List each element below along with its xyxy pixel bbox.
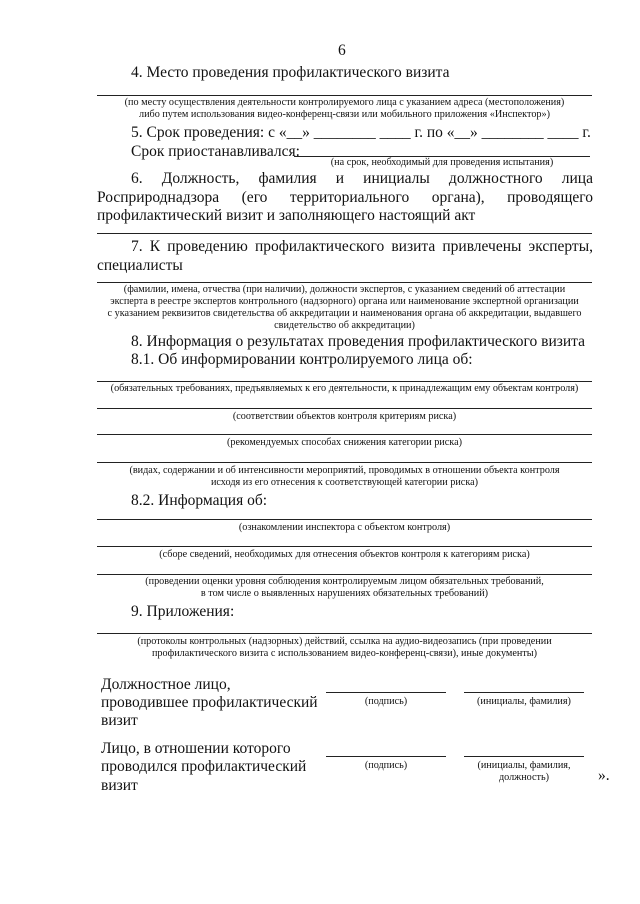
fill-line-location [97,95,592,96]
signer-1-label-1: Должностное лицо, [101,676,231,693]
section-8-note-obligations: (обязательных требованиях, предъявляемых к его деятельности, к принадлежащим ему объектам контроля) [110,383,579,394]
closing-quote: ». [598,767,610,784]
section-8-note-compliance-2: в том числе о выявленных нарушениях обязательных требований) [200,588,489,599]
section-7-note-1: (фамилии, имена, отчества (при наличии), должности экспертов, с указанием сведений об аттестации [123,284,566,295]
section-6-line-3: профилактический визит и заполняющего настоящий акт [97,207,476,224]
section-8-1-title: 8.1. Об информировании контролируемого лица об: [131,351,473,368]
section-8-note-risk-criteria: (соответствии объектов контроля критериям риска) [232,411,457,422]
name-caption-2-line-1: (инициалы, фамилия, [477,760,571,771]
section-4-note-1: (по месту осуществления деятельности контролируемого лица с указанием адреса (местоположения) [124,97,565,108]
fill-line-attachments [97,633,592,634]
section-8-title: 8. Информация о результатах проведения профилактического визита [131,333,586,350]
fill-line-official [97,233,592,234]
signer-1-label-2: проводившее профилактический [101,694,318,711]
section-4-note-2: либо путем использования видео-конференц-связи или мобильного приложения «Инспектор») [139,109,550,120]
signature-caption-2: (подпись) [364,760,408,771]
fill-line-inspection [97,519,592,520]
fill-line-data-collection [97,546,592,547]
section-8-note-measures-2: исходя из его отнесения к соответствующей категории риска) [210,477,479,488]
section-4-title: 4. Место проведения профилактического визита [131,64,450,81]
section-6-line-2: Росприроднадзора (его территориального органа), проводящего [97,189,593,206]
section-9-note-2: профилактического визита с использованием видео-конференц-связи), иные документы) [151,648,538,659]
signature-caption-1: (подпись) [364,696,408,707]
fill-line-compliance [97,574,592,575]
section-8-note-measures-1: (видах, содержании и об интенсивности мероприятий, проводимых в отношении объекта контроля [129,465,560,476]
section-7-note-2: эксперта в реестре экспертов контрольного (надзорного) органа или наименование экспертной организации [110,296,579,307]
page-number: 6 [338,42,346,59]
section-8-note-risk-methods: (рекомендуемых способах снижения категории риска) [227,437,462,448]
section-7-line-1: 7. К проведению профилактического визита привлечены эксперты, [131,238,593,255]
section-7-note-4: свидетельство об аккредитации) [274,320,415,331]
signer-2-label-3: визит [101,777,138,794]
section-9-title: 9. Приложения: [131,603,235,620]
section-7-line-2: специалисты [97,257,183,274]
name-line-1 [464,692,584,693]
name-line-2 [464,756,584,757]
signer-2-label-1: Лицо, в отношении которого [101,740,291,757]
section-5-suspended: Срок приостанавливался: [131,143,300,160]
section-5-note: (на срок, необходимый для проведения испытания) [330,157,554,168]
fill-line-obligations [97,381,592,382]
name-caption-1: (инициалы, фамилия) [477,696,571,707]
fill-line-risk-methods [97,434,592,435]
section-5-term: 5. Срок проведения: с «__» ________ ____ г. по «__» ________ ____ г. [131,124,591,141]
section-7-note-3: с указанием реквизитов свидетельства об аккредитации и наименования органа об аккредитации, выдавшего [107,308,582,319]
section-8-note-compliance-1: (проведении оценки уровня соблюдения контролируемым лицом обязательных требований, [145,576,544,587]
signature-line-2 [326,756,446,757]
fill-line-measures [97,462,592,463]
fill-line-risk-criteria [97,408,592,409]
section-8-note-inspection: (ознакомлении инспектора с объектом контроля) [238,522,451,533]
section-8-2-title: 8.2. Информация об: [131,492,268,509]
signer-2-label-2: проводился профилактический [101,758,307,775]
fill-line-experts [97,282,592,283]
section-9-note-1: (протоколы контрольных (надзорных) действий, ссылка на аудио-видеозапись (при проведении [137,636,552,647]
signature-line-1 [326,692,446,693]
signer-1-label-3: визит [101,712,138,729]
section-6-line-1: 6. Должность, фамилия и инициалы должностного лица [131,170,593,187]
name-caption-2-line-2: должность) [498,772,550,783]
section-8-note-data-collection: (сборе сведений, необходимых для отнесения объектов контроля к категориям риска) [159,549,530,560]
